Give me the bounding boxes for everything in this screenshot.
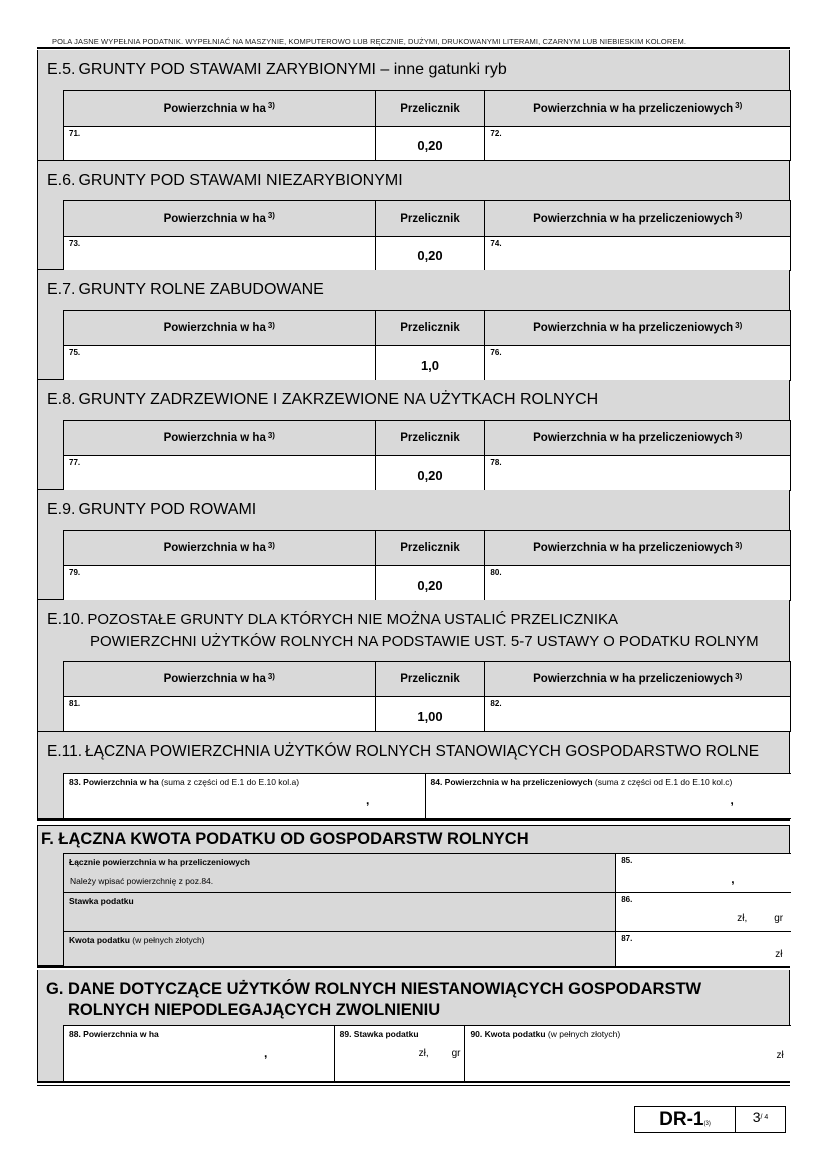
field-71[interactable]: 71. (64, 127, 376, 161)
header-area: Powierzchnia w ha $^{3)}$ (64, 421, 376, 456)
section-title: E.8. GRUNTY ZADRZEWIONE I ZAKRZEWIONE NA UŻYTKACH ROLNYCH (47, 391, 599, 408)
field-87[interactable]: 87. zł (616, 932, 791, 967)
header-factor: Przelicznik (376, 531, 486, 566)
header-factor: Przelicznik (376, 91, 486, 127)
field-81[interactable]: 81. (64, 697, 376, 732)
field-86[interactable]: 86. zł, gr (616, 893, 791, 932)
section-g-title-line1: G. DANE DOTYCZĄCE UŻYTKÓW ROLNYCH NIESTANOWIĄCYCH GOSPODARSTW (46, 980, 702, 998)
section-title: E.10. POZOSTAŁE GRUNTY DLA KTÓRYCH NIE MOŻNA USTALIĆ PRZELICZNIKA (47, 611, 619, 628)
factor-value: 0,20 (376, 127, 486, 161)
field-79[interactable]: 79. (64, 566, 376, 601)
form-badge (634, 1106, 786, 1133)
bottom-rule-thin (37, 1085, 790, 1086)
field-73[interactable]: 73. (64, 237, 376, 271)
section-e6 (37, 161, 790, 270)
header-area: Powierzchnia w ha $^{3)}$ (64, 531, 376, 566)
section-g-title-line2: ROLNYCH NIEPODLEGAJĄCYCH ZWOLNIENIU (68, 1001, 441, 1019)
section-e9 (37, 490, 790, 600)
conversion-table (63, 661, 791, 732)
separator (37, 819, 790, 821)
section-title: E.11. ŁĄCZNA POWIERZCHNIA UŻYTKÓW ROLNYCH STANOWIĄCYCH GOSPODARSTWO ROLNE (47, 743, 760, 760)
header-factor: Przelicznik (376, 201, 486, 237)
form-id: DR-1 (3) (635, 1107, 736, 1132)
top-rule (37, 47, 790, 49)
section-f (37, 825, 790, 966)
field-78[interactable]: 78. (485, 456, 791, 491)
f-label: Stawka podatku (64, 893, 616, 932)
field-83[interactable]: 83. Powierzchnia w ha (suma z części od E.1 do E.10 kol.a) , (64, 774, 426, 819)
section-subtitle: POWIERZCHNI UŻYTKÓW ROLNYCH NA PODSTAWIE UST. 5-7 USTAWY O PODATKU ROLNYM (90, 633, 759, 650)
field-77[interactable]: 77. (64, 456, 376, 491)
header-converted: Powierzchnia w ha przeliczeniowych $^{3)}$ (485, 201, 791, 237)
section-f-title: F. ŁĄCZNA KWOTA PODATKU OD GOSPODARSTW ROLNYCH (41, 830, 529, 848)
conversion-table (63, 200, 791, 271)
section-e8 (37, 380, 790, 490)
factor-value: 1,00 (376, 697, 486, 732)
field-88[interactable]: 88. Powierzchnia w ha , (64, 1026, 335, 1081)
section-title: E.5. GRUNTY POD STAWAMI ZARYBIONYMI – inne gatunki ryb (47, 61, 507, 78)
section-g (37, 970, 790, 1081)
f-label: Kwota podatku (w pełnych złotych) (64, 932, 616, 967)
header-factor: Przelicznik (376, 421, 486, 456)
section-title: E.7. GRUNTY ROLNE ZABUDOWANE (47, 281, 324, 298)
field-74[interactable]: 74. (485, 237, 791, 271)
header-converted: Powierzchnia w ha przeliczeniowych $^{3)}$ (485, 91, 791, 127)
separator (37, 966, 790, 968)
conversion-table (63, 420, 791, 491)
header-area: Powierzchnia w ha $^{3)}$ (64, 662, 376, 697)
section-e5 (37, 50, 790, 161)
field-84[interactable]: 84. Powierzchnia w ha przeliczeniowych (suma z części od E.1 do E.10 kol.c) , (426, 774, 792, 819)
fill-instruction: POLA JASNE WYPEŁNIA PODATNIK. WYPEŁNIAĆ NA MASZYNIE, KOMPUTEROWO LUB RĘCZNIE, DUŻYMI, DRUKOWANYMI LITERAMI, CZARNYM LUB NIEBIESKIM KOLOREM. (52, 37, 686, 46)
totals-table (63, 773, 791, 819)
f-label: Łącznie powierzchnia w ha przeliczeniowych Należy wpisać powierzchnię z poz.84. (64, 854, 616, 893)
header-area: Powierzchnia w ha $^{3)}$ (64, 311, 376, 346)
section-title: E.9. GRUNTY POD ROWAMI (47, 501, 257, 518)
header-converted: Powierzchnia w ha przeliczeniowych $^{3)}$ (485, 421, 791, 456)
field-72[interactable]: 72. (485, 127, 791, 161)
g-table (63, 1025, 791, 1081)
page-number: 3 / 4 (752, 1109, 769, 1125)
conversion-table (63, 530, 791, 601)
field-85[interactable]: 85. , (616, 854, 791, 893)
factor-value: 0,20 (376, 566, 486, 601)
field-82[interactable]: 82. (485, 697, 791, 732)
f-row-87 (63, 932, 791, 967)
f-row-86 (63, 893, 791, 932)
section-title: E.6. GRUNTY POD STAWAMI NIEZARYBIONYMI (47, 172, 403, 189)
section-e10 (37, 600, 790, 732)
header-area: Powierzchnia w ha $^{3)}$ (64, 201, 376, 237)
field-75[interactable]: 75. (64, 346, 376, 381)
header-converted: Powierzchnia w ha przeliczeniowych $^{3)}$ (485, 531, 791, 566)
bottom-rule (37, 1081, 790, 1083)
f-row-85 (63, 853, 791, 893)
conversion-table (63, 310, 791, 381)
header-area: Powierzchnia w ha $^{3)}$ (64, 91, 376, 127)
header-factor: Przelicznik (376, 311, 486, 346)
conversion-table (63, 90, 791, 161)
section-e7 (37, 270, 790, 380)
field-90[interactable]: 90. Kwota podatku (w pełnych złotych) zł (465, 1026, 791, 1081)
section-e11 (37, 732, 790, 819)
header-factor: Przelicznik (376, 662, 486, 697)
factor-value: 0,20 (376, 456, 486, 491)
field-76[interactable]: 76. (485, 346, 791, 381)
factor-value: 1,0 (376, 346, 486, 381)
field-80[interactable]: 80. (485, 566, 791, 601)
header-converted: Powierzchnia w ha przeliczeniowych $^{3)}$ (485, 311, 791, 346)
field-89[interactable]: 89. Stawka podatku zł, gr (335, 1026, 466, 1081)
factor-value: 0,20 (376, 237, 486, 271)
header-converted: Powierzchnia w ha przeliczeniowych $^{3)}$ (485, 662, 791, 697)
